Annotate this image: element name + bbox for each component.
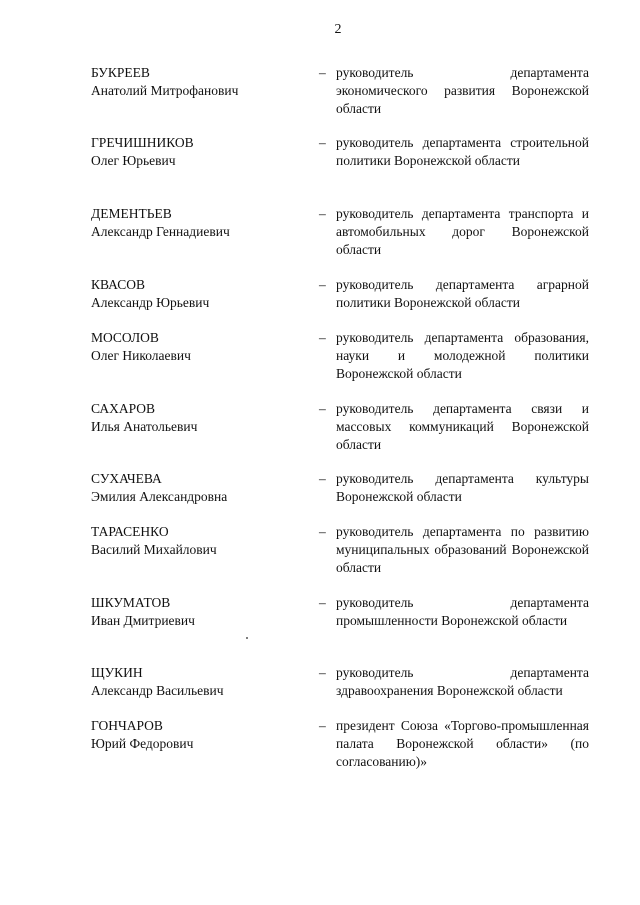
dash-separator: – <box>319 401 326 416</box>
page-number: 2 <box>334 22 342 37</box>
dash-separator: – <box>319 595 326 610</box>
member-surname: ТАРАСЕНКО <box>91 524 169 539</box>
member-position: руководитель департамента аграрной политики Воронежской области <box>336 277 589 310</box>
member-given-names: Олег Николаевич <box>91 348 191 363</box>
member-name <box>91 717 301 753</box>
member-position: руководитель департамента образования, науки и молодежной политики Воронежской области <box>336 330 589 381</box>
member-position: руководитель департамента связи и массовых коммуникаций Воронежской области <box>336 401 589 452</box>
dash-separator: – <box>319 718 326 733</box>
member-given-names: Анатолий Митрофанович <box>91 83 239 98</box>
member-name <box>91 470 301 506</box>
member-given-names: Иван Дмитриевич <box>91 613 195 628</box>
member-surname: КВАСОВ <box>91 277 145 292</box>
member-name <box>91 400 301 436</box>
member-name <box>91 276 301 312</box>
dash-separator: – <box>319 206 326 221</box>
dash-separator: – <box>319 330 326 345</box>
dash-separator: – <box>319 277 326 292</box>
dash-separator: – <box>319 471 326 486</box>
member-name <box>91 329 301 365</box>
scan-artifact-dot <box>246 637 248 639</box>
member-name <box>91 594 301 630</box>
member-given-names: Олег Юрьевич <box>91 153 176 168</box>
dash-separator: – <box>319 135 326 150</box>
dash-separator: – <box>319 65 326 80</box>
dash-separator: – <box>319 524 326 539</box>
member-position: руководитель департамента по развитию муниципальных образований Воронежской области <box>336 524 589 575</box>
member-surname: ГОНЧАРОВ <box>91 718 163 733</box>
member-position: руководитель департамента строительной политики Воронежской области <box>336 135 589 168</box>
member-position: руководитель департамента транспорта и автомобильных дорог Воронежской области <box>336 206 589 257</box>
member-given-names: Илья Анатольевич <box>91 419 198 434</box>
member-surname: ДЕМЕНТЬЕВ <box>91 206 172 221</box>
member-name <box>91 205 301 241</box>
member-surname: ШКУМАТОВ <box>91 595 171 610</box>
member-given-names: Александр Васильевич <box>91 683 224 698</box>
member-name <box>91 64 301 100</box>
member-position: руководитель департамента экономического развития Воронежской области <box>336 65 589 116</box>
member-surname: БУКРЕЕВ <box>91 65 150 80</box>
member-surname: МОСОЛОВ <box>91 330 159 345</box>
member-given-names: Александр Геннадиевич <box>91 224 230 239</box>
member-surname: ЩУКИН <box>91 665 143 680</box>
member-position: руководитель департамента здравоохранения Воронежской области <box>336 665 589 698</box>
member-name <box>91 523 301 559</box>
member-surname: ГРЕЧИШНИКОВ <box>91 135 194 150</box>
member-surname: СУХАЧЕВА <box>91 471 162 486</box>
member-given-names: Василий Михайлович <box>91 542 217 557</box>
member-name <box>91 664 301 700</box>
member-name <box>91 134 301 170</box>
member-position: руководитель департамента промышленности Воронежской области <box>336 595 589 628</box>
member-position: президент Союза «Торгово-промышленная палата Воронежской области» (по согласованию)» <box>336 718 589 769</box>
member-given-names: Александр Юрьевич <box>91 295 210 310</box>
member-position: руководитель департамента культуры Воронежской области <box>336 471 589 504</box>
member-given-names: Эмилия Александровна <box>91 489 228 504</box>
member-given-names: Юрий Федорович <box>91 736 194 751</box>
dash-separator: – <box>319 665 326 680</box>
member-surname: САХАРОВ <box>91 401 156 416</box>
